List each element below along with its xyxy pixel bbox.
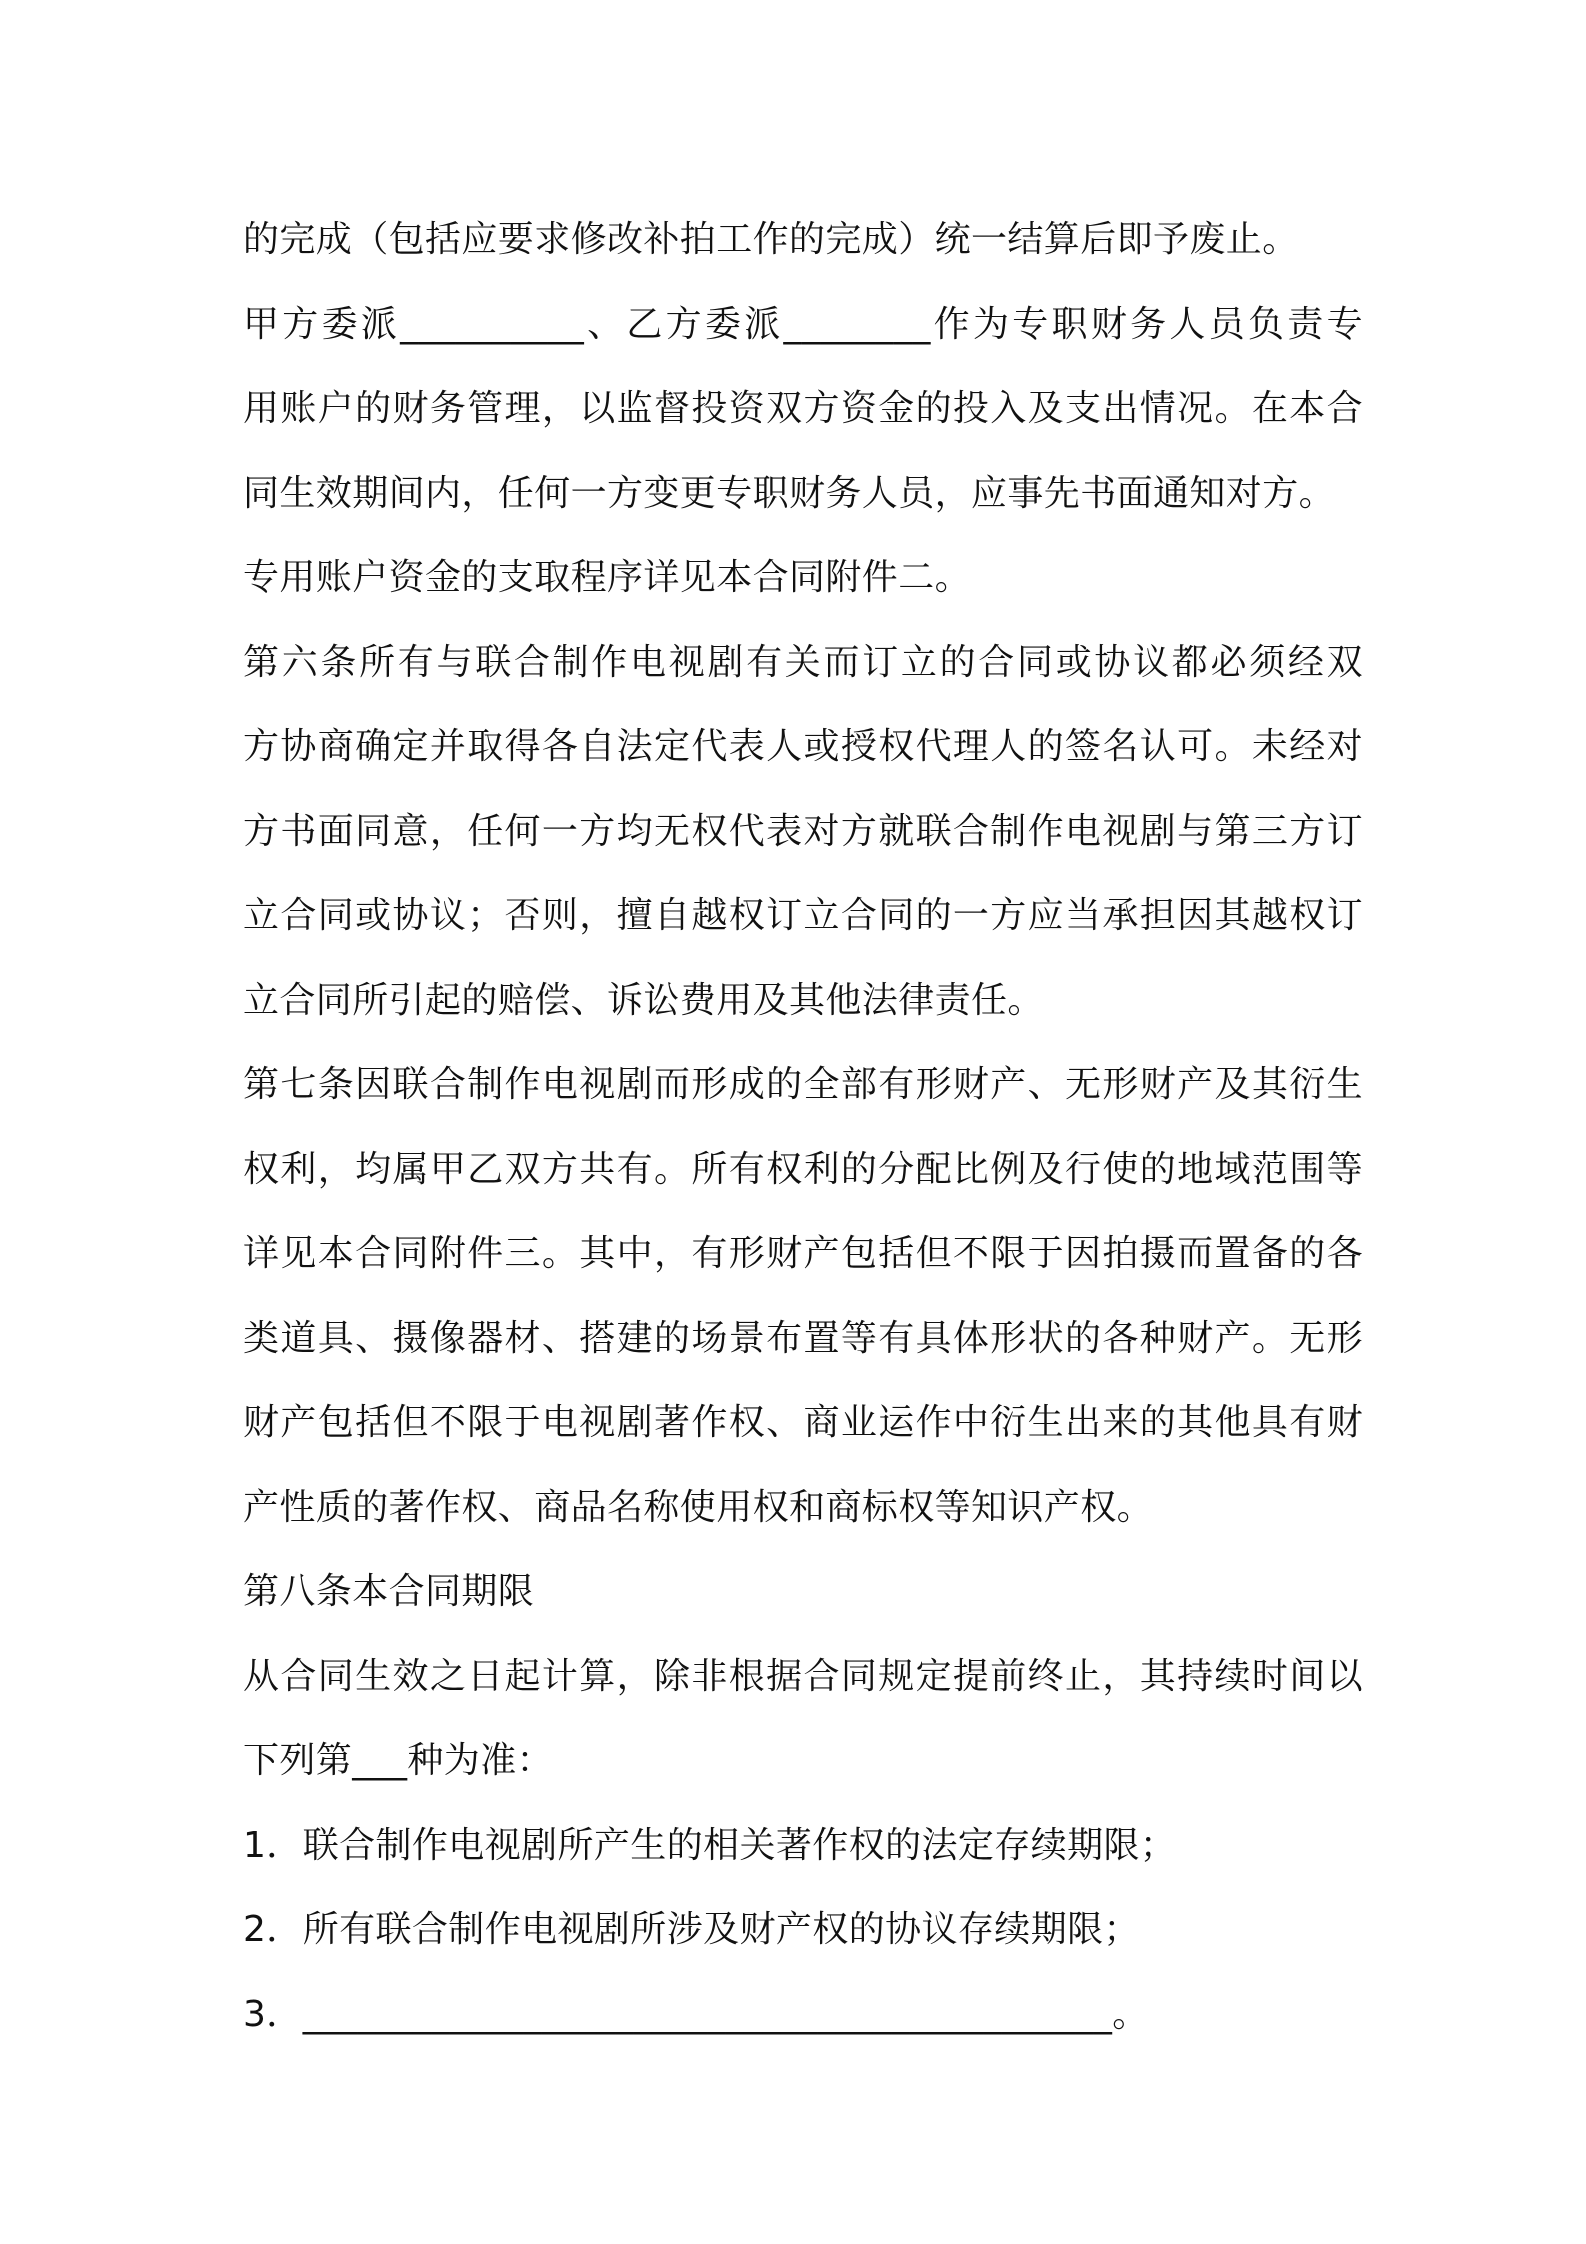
text-line: 立合同所引起的赔偿、诉讼费用及其他法律责任。 — [243, 979, 1044, 1021]
text-line: 从合同生效之日起计算，除非根据合同规定提前终止，其持续时间以 — [243, 1655, 1363, 1697]
text-line: 类道具、摄像器材、搭建的场景布置等有具体形状的各种财产。无形 — [243, 1317, 1363, 1359]
text-line: 立合同或协议；否则，擅自越权订立合同的一方应当承担因其越权订 — [243, 895, 1363, 936]
text-line: 甲方委派__________、乙方委派________作为专职财务人员负责专 — [243, 303, 1363, 345]
text-line: 产性质的著作权、商品名称使用权和商标权等知识产权。 — [243, 1486, 1154, 1528]
text-line: 详见本合同附件三。其中，有形财产包括但不限于因拍摄而置备的各 — [243, 1233, 1363, 1274]
text-line: 权利，均属甲乙双方共有。所有权利的分配比例及行使的地域范围等 — [243, 1148, 1363, 1190]
text-line: 财产包括但不限于电视剧著作权、商业运作中衍生出来的其他具有财 — [243, 1402, 1363, 1443]
list-item: 3．____________________________________________。 — [243, 1993, 1149, 2035]
text-line: 方书面同意，任何一方均无权代表对方就联合制作电视剧与第三方订 — [243, 810, 1363, 852]
article-7-heading-line: 第七条因联合制作电视剧而形成的全部有形财产、无形财产及其衍生 — [243, 1064, 1363, 1105]
text-line: 方协商确定并取得各自法定代表人或授权代理人的签名认可。未经对 — [243, 726, 1363, 767]
article-6-heading-line: 第六条所有与联合制作电视剧有关而订立的合同或协议都必须经双 — [243, 641, 1363, 683]
article-8-heading: 第八条本合同期限 — [243, 1571, 535, 1612]
text-line: 同生效期间内，任何一方变更专职财务人员，应事先书面通知对方。 — [243, 472, 1336, 514]
text-line: 用账户的财务管理，以监督投资双方资金的投入及支出情况。在本合 — [243, 388, 1363, 429]
document-body — [243, 198, 1363, 2057]
list-item: 2．所有联合制作电视剧所涉及财产权的协议存续期限； — [243, 1909, 1140, 1950]
list-item: 1．联合制作电视剧所产生的相关著作权的法定存续期限； — [243, 1824, 1177, 1866]
text-line: 专用账户资金的支取程序详见本合同附件二。 — [243, 557, 972, 598]
text-line: 的完成（包括应要求修改补拍工作的完成）统一结算后即予废止。 — [243, 219, 1299, 260]
text-line: 下列第___种为准： — [243, 1740, 554, 1781]
